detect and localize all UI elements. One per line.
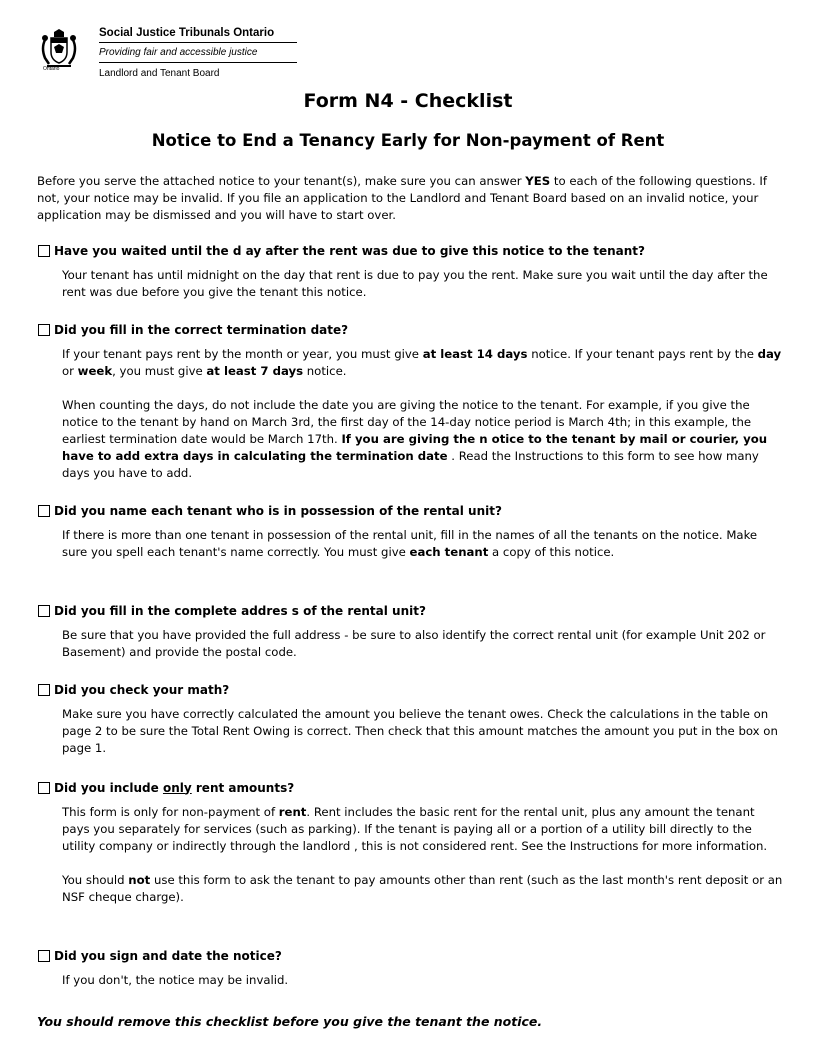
- checkbox[interactable]: [38, 950, 50, 962]
- answer-text: Make sure you have correctly calculated the amount you believe the tenant owes. Check the calculations in the table on page 2 to be sure the Total Rent Owing is correct. Then check that this amount matches the amount you put in the box on page 1.: [62, 707, 778, 755]
- checklist-item-sign-date: [38, 947, 784, 989]
- question-text: Did you include only rent amounts?: [54, 780, 295, 795]
- header: [37, 22, 337, 82]
- crest-caption: Ontario: [43, 66, 60, 72]
- divider: [99, 42, 297, 43]
- org-block: [99, 26, 299, 80]
- org-tagline: Providing fair and accessible justice: [99, 47, 258, 58]
- checkbox[interactable]: [38, 684, 50, 696]
- intro-yes: YES: [525, 174, 551, 188]
- org-name: Social Justice Tribunals Ontario: [99, 27, 275, 39]
- checklist-item-wait-day: [38, 242, 784, 301]
- checkbox[interactable]: [38, 505, 50, 517]
- checklist-item-termination-date: [38, 321, 784, 482]
- checkbox[interactable]: [38, 605, 50, 617]
- intro-paragraph: [37, 173, 782, 224]
- checkbox[interactable]: [38, 782, 50, 794]
- checkbox[interactable]: [38, 324, 50, 336]
- answer-text: If your tenant pays rent by the month or year, you must give at least 14 days notice. If your tenant pays rent by the day or week, you must give at least 7 days notice.: [62, 347, 782, 378]
- answer-text: Your tenant has until midnight on the day that rent is due to pay you the rent. Make sure you wait until the day after the rent was due before you give the tenant this notice.: [62, 268, 768, 299]
- intro-text: Before you serve the attached notice to your tenant(s), make sure you can answer: [37, 174, 526, 188]
- page-subtitle: Notice to End a Tenancy Early for Non-payment of Rent: [151, 131, 665, 150]
- question-text: Did you check your math?: [54, 682, 230, 697]
- footer-note: You should remove this checklist before you give the tenant the notice.: [37, 1014, 543, 1029]
- question-text: Have you waited until the d ay after the rent was due to give this notice to the tenant?: [54, 243, 645, 258]
- question-text: Did you name each tenant who is in possession of the rental unit?: [54, 503, 502, 518]
- answer-text: This form is only for non-payment of rent. Rent includes the basic rent for the rental unit, plus any amount the tenant pays you separately for services (such as parking). If the tenant is paying all or a portion of a utility bill directly to the utility company or indirectly through the landlord , this is not considered rent. See the Instructions for more information.: [62, 805, 768, 853]
- intro-text: to each of the following questions. If not, your notice may be invalid. If you file an application to the Landlord and Tenant Board based on an invalid notice, your application may be dismissed and you will have to start over.: [37, 174, 767, 222]
- answer-text: You should not use this form to ask the tenant to pay amounts other than rent (such as the last month's rent deposit or an NSF cheque charge).: [62, 873, 783, 904]
- answer-text: Be sure that you have provided the full address - be sure to also identify the correct rental unit (for example Unit 202 or Basement) and provide the postal code.: [62, 628, 766, 659]
- answer-text: When counting the days, do not include the date you are giving the notice to the tenant. For example, if you give the notice to the tenant by hand on March 3rd, the first day of the 14-day notice period is March 4th; in this example, the earliest termination date would be March 17th. If you are giving the n otice to the tenant by mail or courier, you have to add extra days in calculating the termination date . Read the Instructions to this form to see how many days you have to add.: [62, 398, 768, 480]
- checklist-item-math: [38, 681, 784, 757]
- page-title: Form N4 - Checklist: [303, 90, 513, 112]
- question-text: Did you sign and date the notice?: [54, 948, 282, 963]
- divider: [99, 62, 297, 63]
- checklist-item-address: [38, 602, 784, 661]
- answer-text: If there is more than one tenant in possession of the rental unit, fill in the names of all the tenants on the notice. Make sure you spell each tenant's name correctly. You must give each tenant a copy of this notice.: [62, 528, 758, 559]
- checklist-item-name-tenants: [38, 502, 784, 561]
- question-text: Did you fill in the correct termination date?: [54, 322, 349, 337]
- checkbox[interactable]: [38, 245, 50, 257]
- answer-text: If you don't, the notice may be invalid.: [62, 973, 289, 987]
- checklist-item-rent-only: [38, 779, 784, 906]
- board-name: Landlord and Tenant Board: [99, 68, 220, 79]
- question-text: Did you fill in the complete addres s of the rental unit?: [54, 603, 426, 618]
